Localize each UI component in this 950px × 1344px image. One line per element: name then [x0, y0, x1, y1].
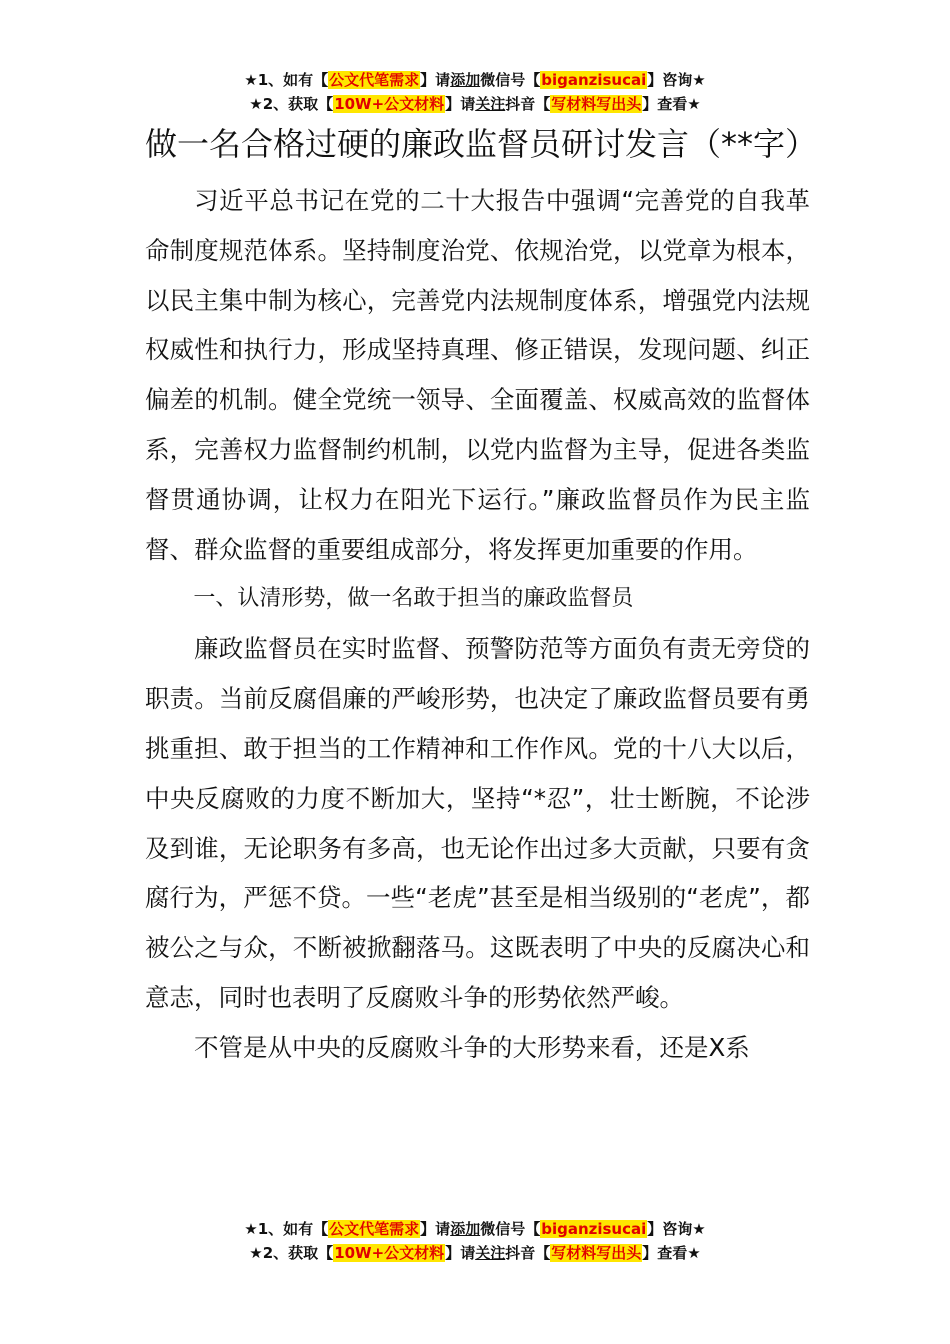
banner-line-1 — [0, 1217, 950, 1241]
highlight-wechat-id: biganzisucai — [541, 1220, 647, 1238]
banner-text: ★1、如有【 — [244, 71, 329, 89]
banner-text: ★1、如有【 — [244, 1220, 329, 1238]
banner-text: 】请 — [420, 1220, 451, 1238]
highlight-materials: 10W+公文材料 — [334, 95, 445, 113]
highlight-materials: 10W+公文材料 — [334, 1244, 445, 1262]
highlight-service: 公文代笔需求 — [329, 71, 420, 89]
banner-underlined: 添加 — [450, 1220, 481, 1238]
paragraph-continued: 不管是从中央的反腐败斗争的大形势来看，还是X系 — [194, 1032, 750, 1062]
paragraph-section-1: 廉政监督员在实时监督、预警防范等方面负有责无旁贷的职责。当前反腐倡廉的严峻形势，也决定了廉政监督员要有勇挑重担、敢于担当的工作精神和工作作风。党的十八大以后，中央反腐败的力度不断加大，坚持“*忍”，壮士断腕，不论涉及到谁，无论职务有多高，也无论作出过多大贡献，只要有贪腐行为，严惩不贷。一些“老虎”甚至是相当级别的“老虎”，都被公之与众，不断被掀翻落马。这既表明了中央的反腐决心和意志，同时也表明了反腐败斗争的形势依然严峻。 — [145, 634, 810, 1012]
banner-line-2 — [0, 1241, 950, 1265]
highlight-service: 公文代笔需求 — [329, 1220, 420, 1238]
banner-text: 】请 — [420, 71, 451, 89]
highlight-douyin: 写材料写出头 — [551, 95, 642, 113]
banner-line-1 — [0, 68, 950, 92]
banner-text: 微信号【 — [480, 1220, 541, 1238]
banner-text: ★2、获取【 — [249, 1244, 334, 1262]
banner-text: 微信号【 — [480, 71, 541, 89]
banner-text: 】请 — [445, 1244, 476, 1262]
banner-text: 】咨询★ — [647, 1220, 706, 1238]
banner-underlined: 关注 — [475, 95, 506, 113]
header-banner — [0, 68, 950, 116]
banner-text: 抖音【 — [505, 1244, 551, 1262]
highlight-wechat-id: biganzisucai — [541, 71, 647, 89]
banner-text: 】查看★ — [642, 95, 701, 113]
banner-text: 】咨询★ — [647, 71, 706, 89]
highlight-douyin: 写材料写出头 — [551, 1244, 642, 1262]
document-body — [145, 122, 818, 1073]
banner-text: 】请 — [445, 95, 476, 113]
banner-underlined: 添加 — [450, 71, 481, 89]
banner-text: ★2、获取【 — [249, 95, 334, 113]
document-title: 做一名合格过硬的廉政监督员研讨发言（**字） — [145, 125, 818, 163]
banner-text: 】查看★ — [642, 1244, 701, 1262]
footer-banner — [0, 1217, 950, 1265]
section-heading-1: 一、认清形势，做一名敢于担当的廉政监督员 — [193, 586, 634, 612]
banner-underlined: 关注 — [475, 1244, 506, 1262]
banner-text: 抖音【 — [505, 95, 551, 113]
paragraph-intro: 习近平总书记在党的二十大报告中强调“完善党的自我革命制度规范体系。坚持制度治党、依规治党，以党章为根本，以民主集中制为核心，完善党内法规制度体系，增强党内法规权威性和执行力，形成坚持真理、修正错误，发现问题、纠正偏差的机制。健全党统一领导、全面覆盖、权威高效的监督体系，完善权力监督制约机制，以党内监督为主导，促进各类监督贯通协调，让权力在阳光下运行。”廉政监督员作为民主监督、群众监督的重要组成部分，将发挥更加重要的作用。 — [145, 186, 810, 564]
banner-line-2 — [0, 92, 950, 116]
